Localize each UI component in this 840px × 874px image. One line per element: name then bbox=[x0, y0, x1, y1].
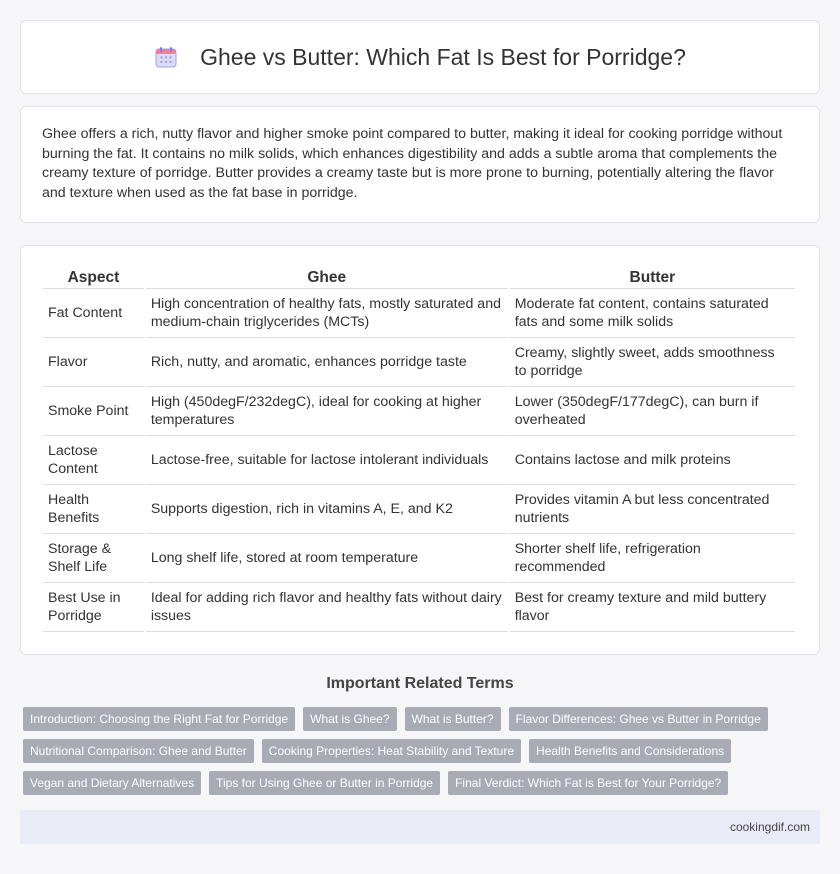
comparison-table-card bbox=[20, 245, 820, 655]
related-terms-title: Important Related Terms bbox=[326, 675, 514, 692]
page-title: Ghee vs Butter: Which Fat Is Best for Porridge? bbox=[200, 43, 686, 70]
header-card bbox=[20, 20, 820, 94]
aspect-cell: Health Benefits bbox=[43, 485, 144, 534]
table-row bbox=[43, 436, 795, 485]
intro-card bbox=[20, 106, 820, 223]
related-term-tag[interactable]: What is Butter? bbox=[405, 707, 501, 731]
related-term-tag[interactable]: Introduction: Choosing the Right Fat for Porridge bbox=[23, 707, 295, 731]
table-row bbox=[43, 289, 795, 338]
butter-cell: Best for creamy texture and mild buttery flavor bbox=[510, 583, 795, 632]
related-term-tag[interactable]: Health Benefits and Considerations bbox=[529, 739, 731, 763]
related-term-tag[interactable]: Tips for Using Ghee or Butter in Porridge bbox=[209, 771, 440, 795]
tag-row bbox=[23, 771, 803, 795]
ghee-cell: High concentration of healthy fats, mostly saturated and medium-chain triglycerides (MCTs) bbox=[146, 289, 508, 338]
related-term-tag[interactable]: Cooking Properties: Heat Stability and Texture bbox=[262, 739, 521, 763]
ghee-cell: Ideal for adding rich flavor and healthy fats without dairy issues bbox=[146, 583, 508, 632]
butter-cell: Creamy, slightly sweet, adds smoothness to porridge bbox=[510, 338, 795, 387]
butter-cell: Provides vitamin A but less concentrated nutrients bbox=[510, 485, 795, 534]
related-term-tag[interactable]: Flavor Differences: Ghee vs Butter in Porridge bbox=[509, 707, 768, 731]
table-row bbox=[43, 583, 795, 632]
related-terms-tags bbox=[23, 707, 803, 803]
header-butter: Butter bbox=[510, 267, 795, 289]
table-row bbox=[43, 534, 795, 583]
ghee-cell: Supports digestion, rich in vitamins A, E, and K2 bbox=[146, 485, 508, 534]
footer bbox=[20, 810, 820, 844]
aspect-cell: Best Use in Porridge bbox=[43, 583, 144, 632]
aspect-cell: Flavor bbox=[43, 338, 144, 387]
butter-cell: Contains lactose and milk proteins bbox=[510, 436, 795, 485]
table-row bbox=[43, 485, 795, 534]
tag-row bbox=[23, 707, 803, 731]
intro-paragraph: Ghee offers a rich, nutty flavor and higher smoke point compared to butter, making it ideal for cooking porridge without burning the fat. It contains no milk solids, which enhances digestibility and adds a subtle aroma that complements the creamy texture of porridge. Butter provides a creamy taste but is more prone to burning, potentially altering the flavor and texture when used as the fat base in porridge. bbox=[42, 126, 783, 201]
table-row bbox=[43, 387, 795, 436]
related-term-tag[interactable]: Final Verdict: Which Fat is Best for Your Porridge? bbox=[448, 771, 728, 795]
aspect-cell: Smoke Point bbox=[43, 387, 144, 436]
aspect-cell: Fat Content bbox=[43, 289, 144, 338]
ghee-cell: Long shelf life, stored at room temperature bbox=[146, 534, 508, 583]
aspect-cell: Lactose Content bbox=[43, 436, 144, 485]
tag-row bbox=[23, 739, 803, 763]
aspect-cell: Storage & Shelf Life bbox=[43, 534, 144, 583]
butter-cell: Lower (350degF/177degC), can burn if overheated bbox=[510, 387, 795, 436]
header-ghee: Ghee bbox=[146, 267, 508, 289]
butter-cell: Moderate fat content, contains saturated fats and some milk solids bbox=[510, 289, 795, 338]
calendar-icon bbox=[154, 45, 178, 69]
title-wrap bbox=[154, 44, 686, 71]
comparison-table bbox=[41, 267, 797, 632]
table-header-row bbox=[43, 267, 795, 289]
ghee-cell: Lactose-free, suitable for lactose intolerant individuals bbox=[146, 436, 508, 485]
related-term-tag[interactable]: Vegan and Dietary Alternatives bbox=[23, 771, 201, 795]
table-row bbox=[43, 338, 795, 387]
ghee-cell: High (450degF/232degC), ideal for cooking at higher temperatures bbox=[146, 387, 508, 436]
butter-cell: Shorter shelf life, refrigeration recommended bbox=[510, 534, 795, 583]
related-term-tag[interactable]: What is Ghee? bbox=[303, 707, 396, 731]
header-aspect: Aspect bbox=[43, 267, 144, 289]
ghee-cell: Rich, nutty, and aromatic, enhances porridge taste bbox=[146, 338, 508, 387]
footer-site-link[interactable]: cookingdif.com bbox=[729, 820, 810, 834]
related-term-tag[interactable]: Nutritional Comparison: Ghee and Butter bbox=[23, 739, 254, 763]
